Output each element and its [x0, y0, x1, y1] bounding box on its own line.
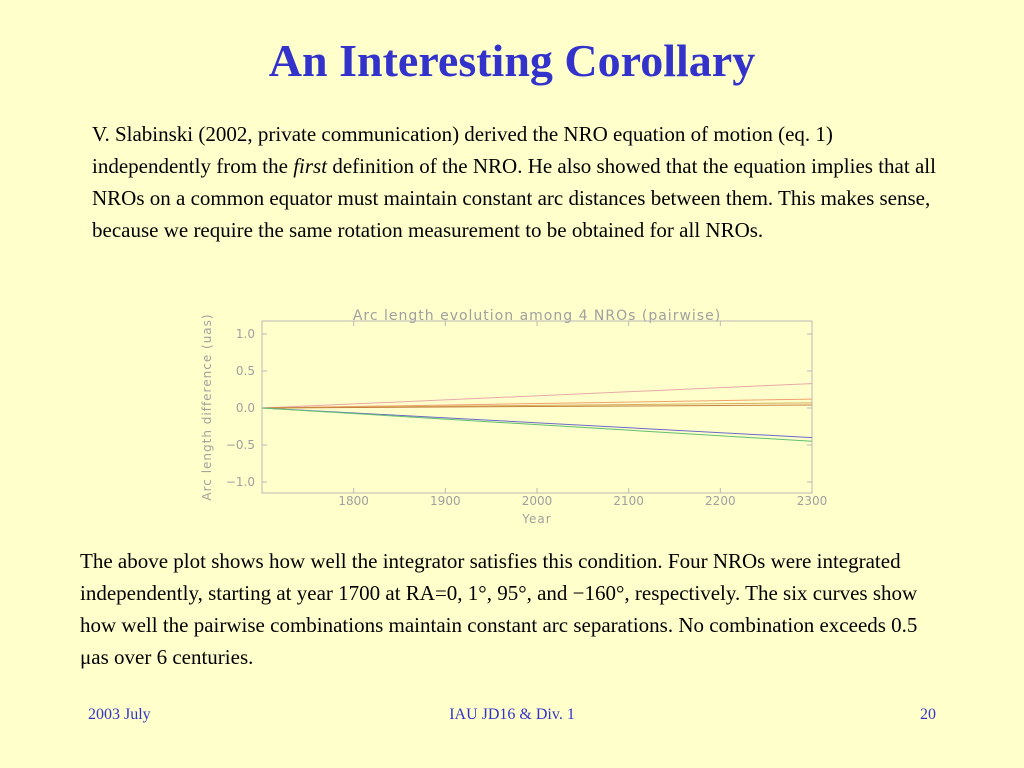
y-tick-label: −0.5: [225, 438, 255, 452]
y-tick-label: 1.0: [235, 327, 255, 341]
chart-y-axis-label: Arc length difference (uas): [200, 313, 214, 501]
x-tick-label: 2300: [796, 494, 828, 508]
x-tick-label: 1800: [338, 494, 369, 508]
footer-date: 2003 July: [88, 706, 151, 723]
chart-x-axis-label: Year: [522, 512, 552, 526]
y-tick-label: 0.0: [235, 401, 255, 415]
x-tick-label: 2200: [705, 494, 736, 508]
intro-text-end: definition of the NRO. He also showed that the equation implies that all NROs on a common equator must maintain constant arc distances between them. This makes sense, because we require the same rotation measurement to be obtained for all NROs.: [92, 154, 936, 242]
y-tick-label: −1.0: [225, 475, 255, 489]
y-tick-label: 0.5: [235, 364, 255, 378]
series-line-1: [262, 384, 812, 408]
series-line-6: [262, 408, 812, 441]
intro-paragraph: [92, 118, 942, 246]
series-lines: [262, 384, 812, 442]
x-tick-label: 2000: [521, 494, 553, 508]
series-line-5: [262, 408, 812, 438]
x-tick-label: 1900: [430, 494, 461, 508]
footer-conference: IAU JD16 & Div. 1: [449, 706, 575, 723]
x-tick-label: 2100: [613, 494, 644, 508]
intro-text-start: V. Slabinski (2002, private communication) derived the NRO equation of motion (eq. 1) independently from the: [92, 122, 833, 178]
chart-title: Arc length evolution among 4 NROs (pairwise): [352, 308, 722, 324]
footer-page-number: 20: [920, 706, 936, 723]
arc-length-chart: [185, 298, 845, 530]
slide-title: An Interesting Corollary: [268, 35, 756, 86]
axis-ticks: [226, 321, 827, 508]
explanation-paragraph: The above plot shows how well the integrator satisfies this condition. Four NROs were integrated independently, starting at year 1700 at RA=0, 1°, 95°, and −160°, respectively. The six curves show how well the pairwise combinations maintain constant arc separations. No combination exceeds 0.5 μas over 6 centuries.: [80, 549, 918, 669]
intro-text-emphasis: first: [293, 154, 328, 178]
